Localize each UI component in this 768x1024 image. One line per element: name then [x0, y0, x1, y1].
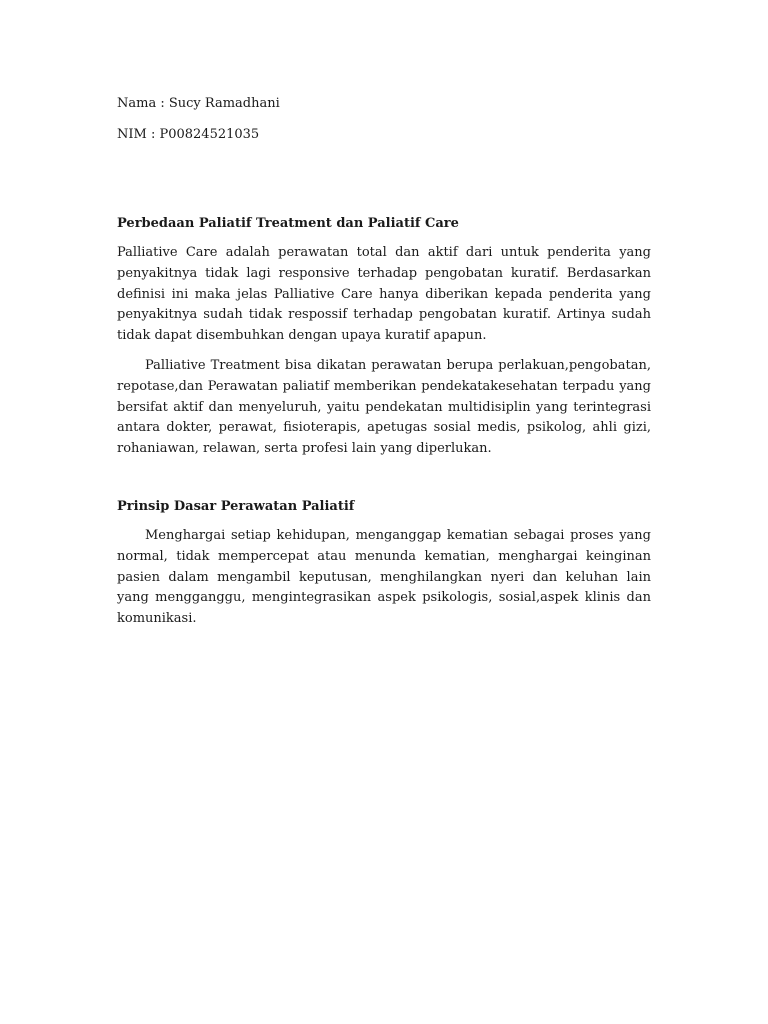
- student-nim: NIM : P00824521035: [117, 127, 260, 142]
- section1-paragraph1: Palliative Care adalah perawatan total dan aktif dari untuk penderita yang penyakitnya tidak lagi responsive terhadap pengobatan kuratif. Berdasarkan definisi ini maka jelas Palliative Care hanya diberikan kepada penderita yang penyakitnya sudah tidak respossif terhadap pengobatan kuratif. Artinya sudah tidak dapat disembuhkan dengan upaya kuratif apapun.: [117, 245, 651, 344]
- section2-heading: Prinsip Dasar Perawatan Paliatif: [117, 499, 355, 514]
- section2-paragraph1: Menghargai setiap kehidupan, menganggap kematian sebagai proses yang normal, tidak mempercepat atau menunda kematian, menghargai keinginan pasien dalam mengambil keputusan, menghilangkan nyeri dan keluhan lain yang mengganggu, mengintegrasikan aspek psikologis, sosial,aspek klinis dan komunikasi.: [117, 528, 651, 627]
- section1-paragraph2: Palliative Treatment bisa dikatan perawatan berupa perlakuan,pengobatan, repotase,dan Perawatan paliatif memberikan pendekatakesehatan terpadu yang bersifat aktif dan menyeluruh, yaitu pendekatan multidisiplin yang terintegrasi antara dokter, perawat, fisioterapis, apetugas sosial medis, psikolog, ahli gizi, rohaniawan, relawan, serta profesi lain yang diperlukan.: [117, 358, 651, 457]
- section1-heading: Perbedaan Paliatif Treatment dan Paliatif Care: [117, 216, 459, 231]
- student-name: Nama : Sucy Ramadhani: [117, 96, 280, 111]
